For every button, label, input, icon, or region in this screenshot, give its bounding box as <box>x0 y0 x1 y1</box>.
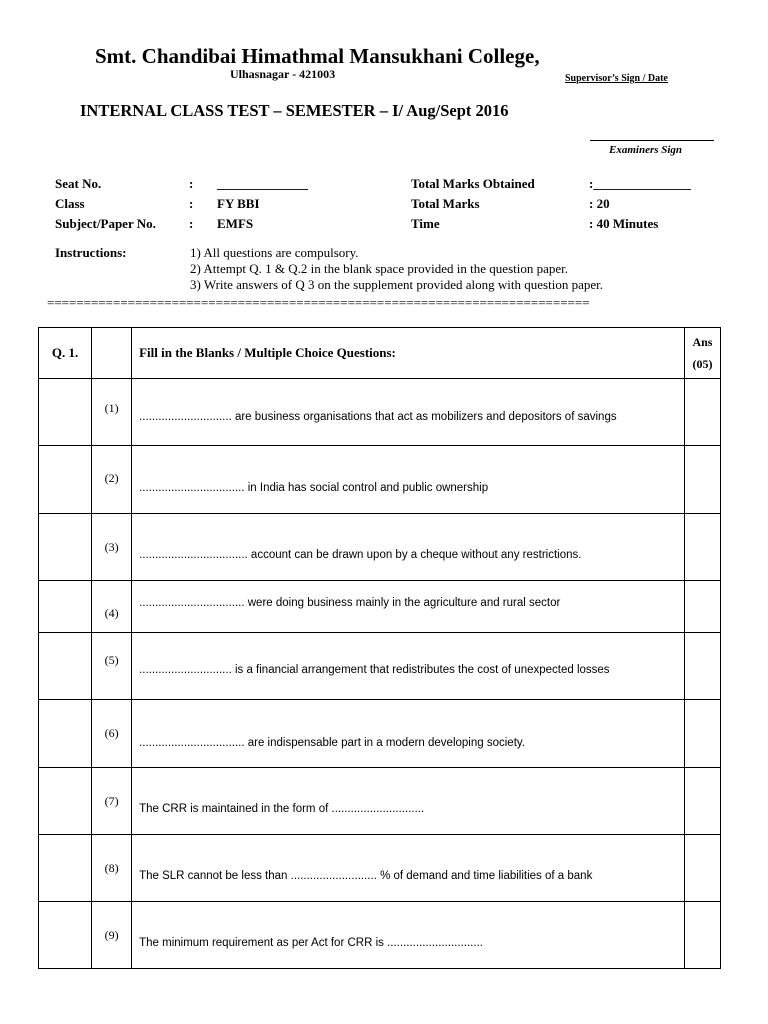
table-row <box>39 902 721 969</box>
question-item-text: ............................. is a financial arrangement that redistributes the cost of unexpected losses <box>132 633 685 700</box>
instructions-label: Instructions: <box>55 245 127 260</box>
instruction-item: 1) All questions are compulsory. <box>190 245 359 260</box>
subject-colon: : <box>189 216 194 231</box>
examiner-sign-label: Examiners Sign <box>609 144 683 156</box>
seat-no-label: Seat No. <box>55 176 102 191</box>
table-row <box>39 581 721 633</box>
question-item-text: The CRR is maintained in the form of ............................. <box>132 768 685 835</box>
question-item-number: (3) <box>92 514 132 581</box>
subject-value: EMFS <box>217 216 254 231</box>
instruction-item: 2) Attempt Q. 1 & Q.2 in the blank space provided in the question paper. <box>190 261 569 276</box>
question-table <box>38 327 721 969</box>
ans-marks: (05) <box>692 357 713 371</box>
question-item-text: ................................. in India has social control and public ownership <box>132 446 685 514</box>
question-item-number: (5) <box>92 633 132 700</box>
table-row <box>39 700 721 768</box>
question-item-number: (6) <box>92 700 132 768</box>
supervisor-sign-label: Supervisor’s Sign / Date <box>565 73 668 84</box>
time-label: Time <box>411 216 440 231</box>
table-row <box>39 835 721 902</box>
question-item-number: (8) <box>92 835 132 902</box>
question-item-number: (4) <box>92 581 132 633</box>
time-value: : 40 Minutes <box>589 216 659 231</box>
question-item-text: ............................. are business organisations that act as mobilizers and depositors of savings <box>132 379 685 446</box>
total-marks-obtained-label: Total Marks Obtained <box>411 176 535 191</box>
examiner-sign-line <box>590 140 714 141</box>
instruction-item: 3) Write answers of Q 3 on the supplement provided along with question paper. <box>190 277 603 292</box>
question-item-text: ................................. are indispensable part in a modern developing society. <box>132 700 685 768</box>
table-row <box>39 633 721 700</box>
question-item-number: (1) <box>92 379 132 446</box>
table-row <box>39 379 721 446</box>
question-item-number: (2) <box>92 446 132 514</box>
answer-cell[interactable] <box>684 835 720 902</box>
answer-cell[interactable] <box>684 902 720 969</box>
answer-cell[interactable] <box>684 446 720 514</box>
answer-cell[interactable] <box>684 581 720 633</box>
answer-cell[interactable] <box>684 379 720 446</box>
table-header-row <box>39 328 721 379</box>
answer-cell[interactable] <box>684 633 720 700</box>
answer-header <box>684 328 720 379</box>
question-item-text: The minimum requirement as per Act for CRR is .............................. <box>132 902 685 969</box>
answer-cell[interactable] <box>684 700 720 768</box>
table-row <box>39 768 721 835</box>
table-row <box>39 514 721 581</box>
class-value: FY BBI <box>217 196 260 211</box>
question-item-text: The SLR cannot be less than ........................... % of demand and time liabilities of a bank <box>132 835 685 902</box>
test-title: INTERNAL CLASS TEST – SEMESTER – I/ Aug/Sept 2016 <box>80 101 509 120</box>
answer-cell[interactable] <box>684 768 720 835</box>
table-row <box>39 446 721 514</box>
college-address: Ulhasnagar - 421003 <box>230 67 336 81</box>
college-name: Smt. Chandibai Himathmal Mansukhani College, <box>95 44 540 68</box>
subject-label: Subject/Paper No. <box>55 216 156 231</box>
total-marks-label: Total Marks <box>411 196 480 211</box>
ans-label: Ans <box>692 335 713 349</box>
question-item-text: ................................. were doing business mainly in the agriculture and rural sector <box>132 581 685 633</box>
seat-no-value: ______________ <box>217 176 308 191</box>
question-item-number: (7) <box>92 768 132 835</box>
question-item-number: (9) <box>92 902 132 969</box>
question-item-text: .................................. account can be drawn upon by a cheque without any restrictions. <box>132 514 685 581</box>
answer-cell[interactable] <box>684 514 720 581</box>
empty-cell <box>92 328 132 379</box>
class-colon: : <box>189 196 194 211</box>
seat-no-colon: : <box>189 176 194 191</box>
total-marks-value: : 20 <box>589 196 610 211</box>
question-number: Q. 1. <box>39 328 92 379</box>
class-label: Class <box>55 196 85 211</box>
question-title: Fill in the Blanks / Multiple Choice Questions: <box>132 328 685 379</box>
total-marks-obtained-value: :_______________ <box>589 176 691 191</box>
separator-line: ========================================================================== <box>47 295 590 310</box>
